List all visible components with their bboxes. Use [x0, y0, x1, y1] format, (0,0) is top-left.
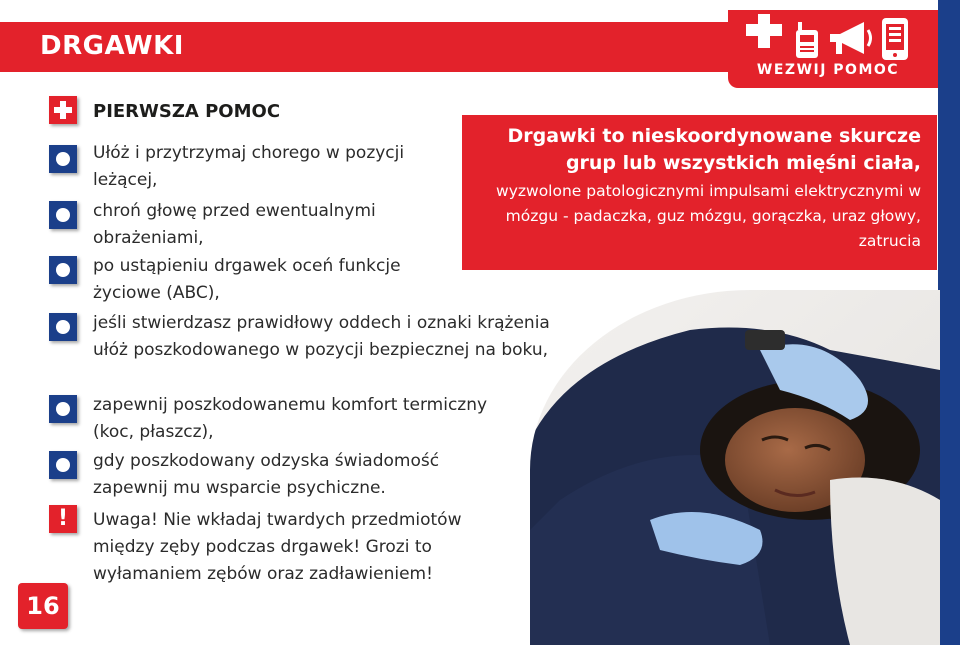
walkie-talkie-icon — [796, 22, 818, 58]
call-icons — [742, 14, 942, 60]
bullet-marker-1 — [49, 145, 77, 173]
list-item: po ustąpieniu drgawek oceń funkcje życiowe (ABC), — [93, 256, 401, 303]
photo-illustration — [530, 290, 940, 645]
list-item: Ułóż i przytrzymaj chorego w pozycji leżącej, — [93, 143, 405, 190]
top-strip — [0, 0, 960, 8]
call-for-help-label: WEZWIJ POMOC — [756, 62, 900, 78]
definition-lead: Drgawki to nieskoordynowane skurcze grup lub wszystkich mięśni ciała, — [507, 125, 921, 174]
warning-text: Uwaga! Nie wkładaj twardych przedmiotów między zęby podczas drgawek! Grozi to wyłamaniem zębów oraz zadławieniem! — [93, 510, 462, 584]
list-item: chroń głowę przed ewentualnymi obrażeniami, — [93, 201, 376, 248]
bullet-marker-6 — [49, 451, 77, 479]
bullet-marker-3 — [49, 256, 77, 284]
warning-marker: ! — [49, 505, 77, 533]
page-title: DRGAWKI — [40, 31, 184, 61]
page-number: 16 — [26, 592, 60, 620]
list-item: jeśli stwierdzasz prawidłowy oddech i oznaki krążenia ułóż poszkodowanego w pozycji bezpiecznej na boku, — [93, 313, 550, 360]
list-item: gdy poszkodowany odzyska świadomość zapewnij mu wsparcie psychiczne. — [93, 451, 440, 498]
first-aid-cross-icon — [746, 14, 782, 48]
first-aid-cross-marker — [49, 96, 77, 124]
page-number-badge — [18, 583, 68, 629]
first-aid-heading: PIERWSZA POMOC — [93, 101, 281, 122]
seizure-first-aid-photo — [530, 290, 940, 645]
bullet-marker-5 — [49, 395, 77, 423]
definition-detail: wyzwolone patologicznymi impulsami elektrycznymi w mózgu - padaczka, guz mózgu, gorączka, uraz głowy, zatrucia — [496, 182, 921, 250]
bullet-marker-2 — [49, 201, 77, 229]
mobile-phone-icon — [882, 18, 908, 60]
call-for-help-tab — [728, 10, 960, 88]
right-edge-stripe — [938, 0, 960, 645]
definition-box — [462, 115, 937, 270]
megaphone-icon — [830, 22, 871, 54]
list-item: zapewnij poszkodowanemu komfort termiczny (koc, płaszcz), — [93, 395, 488, 442]
bullet-marker-4 — [49, 313, 77, 341]
